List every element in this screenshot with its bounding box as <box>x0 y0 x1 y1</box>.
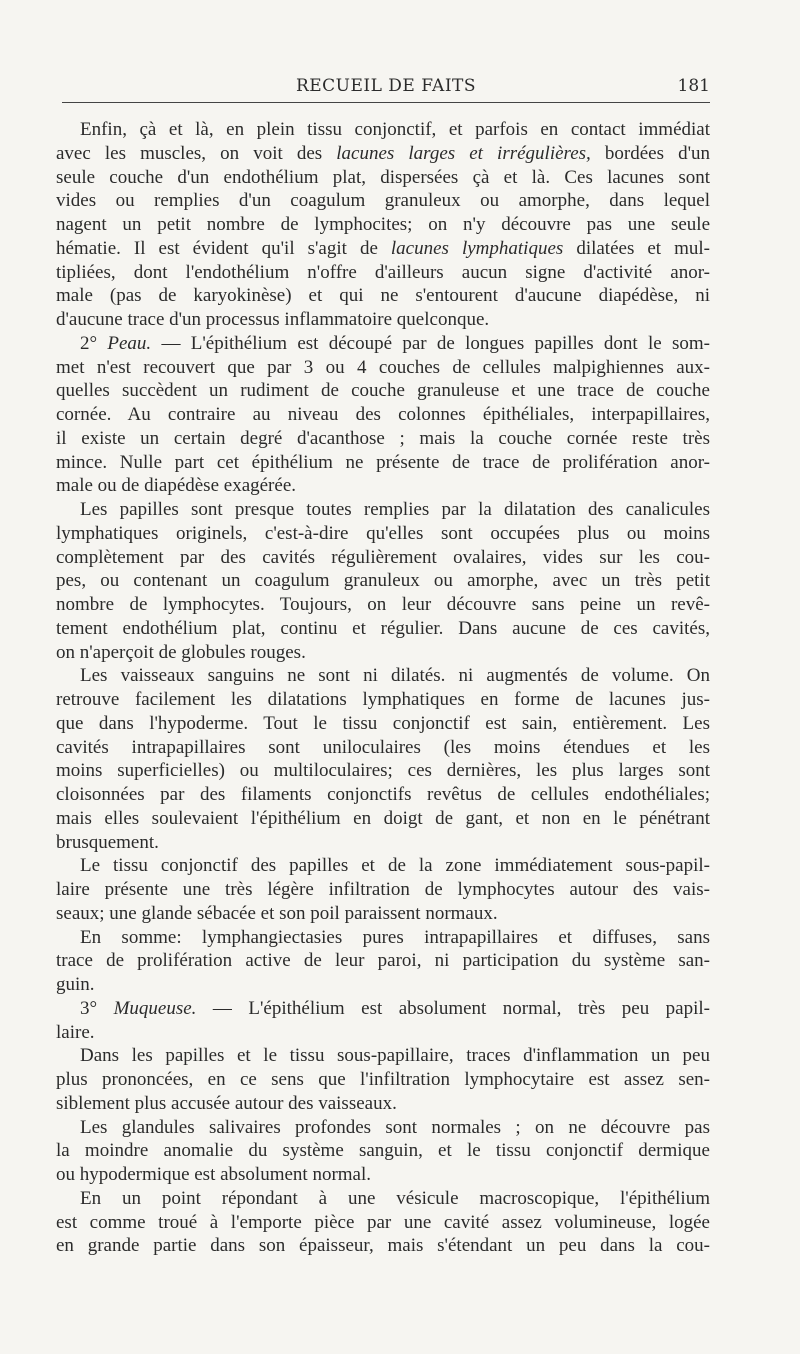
text-line: pes, ou contenant un coagulum granuleux ou amorphe, avec un très petit <box>56 570 710 592</box>
text-line: on n'aperçoit de globules rouges. <box>56 641 306 663</box>
body-text <box>56 118 710 1258</box>
text-line: En somme: lymphangiectasies pures intrapapillaires et diffuses, sans <box>80 926 710 948</box>
text-line: en grande partie dans son épaisseur, mais s'étendant un peu dans la cou- <box>56 1235 710 1257</box>
text-line: hématie. Il est évident qu'il s'agit de lacunes lymphatiques dilatées et mul- <box>56 237 710 259</box>
text-line: nombre de lymphocytes. Toujours, on leur découvre sans peine un revê- <box>56 594 710 615</box>
text-line: avec les muscles, on voit des lacunes larges et irrégulières, bordées d'un <box>56 142 710 164</box>
text-line: Dans les papilles et le tissu sous-papillaire, traces d'inflammation un peu <box>80 1045 710 1067</box>
text-line: mince. Nulle part cet épithélium ne présente de trace de prolifération anor- <box>56 451 710 473</box>
text-line: que dans l'hypoderme. Tout le tissu conjonctif est sain, entièrement. Les <box>56 712 710 734</box>
text-line: est comme troué à l'emporte pièce par une cavité assez volumineuse, logée <box>56 1211 710 1233</box>
text-line: tipliées, dont l'endothélium n'offre d'ailleurs aucun signe d'activité anor- <box>56 261 710 283</box>
text-line: Le tissu conjonctif des papilles et de la zone immédiatement sous-papil- <box>80 855 710 877</box>
text-line: retrouve facilement les dilatations lymphatiques en forme de lacunes jus- <box>56 689 710 710</box>
text-line: tement endothélium plat, continu et régulier. Dans aucune de ces cavités, <box>56 617 710 639</box>
text-line: male ou de diapédèse exagérée. <box>56 475 297 497</box>
header-rule <box>62 102 710 103</box>
text-line: la moindre anomalie du système sanguin, et le tissu conjonctif dermique <box>56 1140 710 1162</box>
text-line: lymphatiques originels, c'est-à-dire qu'elles sont occupées plus ou moins <box>56 522 710 544</box>
text-line: Les papilles sont presque toutes remplies par la dilatation des canalicules <box>80 499 710 520</box>
text-line: guin. <box>56 974 95 995</box>
text-line: cavités intrapapillaires sont uniloculaires (les moins étendues et les <box>56 736 710 758</box>
text-line: Les glandules salivaires profondes sont normales ; on ne découvre pas <box>80 1116 710 1138</box>
text-line: trace de prolifération active de leur paroi, ni participation du système san- <box>56 950 710 972</box>
text-line: vides ou remplies d'un coagulum granuleux ou amorphe, dans lequel <box>56 190 710 212</box>
text-line: d'aucune trace d'un processus inflammatoire quelconque. <box>56 309 490 330</box>
text-line: seule couche d'un endothélium plat, dispersées çà et là. Ces lacunes sont <box>56 166 710 188</box>
text-line: brusquement. <box>56 831 159 853</box>
text-line: moins superficielles) ou multiloculaires; ces dernières, les plus larges sont <box>56 760 710 782</box>
text-line: Enfin, çà et là, en plein tissu conjonctif, et parfois en contact immédiat <box>80 119 710 140</box>
text-line: plus prononcées, en ce sens que l'infiltration lymphocytaire est assez sen- <box>56 1069 710 1090</box>
text-line: cornée. Au contraire au niveau des colonnes épithéliales, interpapillaires, <box>56 404 710 425</box>
text-line: ou hypodermique est absolument normal. <box>56 1164 372 1185</box>
text-line: cloisonnées par des filaments conjonctifs revêtus de cellules endothéliales; <box>56 784 710 805</box>
text-line: mais elles soulevaient l'épithélium en doigt de gant, et non en le pénétrant <box>56 807 710 829</box>
text-line: nagent un petit nombre de lymphocites; on n'y découvre pas une seule <box>56 214 710 235</box>
text-line: 3° Muqueuse. — L'épithélium est absolument normal, très peu papil- <box>80 997 710 1019</box>
text-line: met n'est recouvert que par 3 ou 4 couches de cellules malpighiennes aux- <box>56 356 710 378</box>
text-line: siblement plus accusée autour des vaisseaux. <box>56 1092 397 1114</box>
page-number: 181 <box>677 76 710 96</box>
text-line: male (pas de karyokinèse) et qui ne s'entourent d'aucune diapédèse, ni <box>56 285 710 307</box>
text-line: il existe un certain degré d'acanthose ; mais la couche cornée reste très <box>56 427 710 449</box>
text-line: laire. <box>56 1021 95 1043</box>
text-line: complètement par des cavités régulièrement ovalaires, vides sur les cou- <box>56 546 710 568</box>
text-line: 2° Peau. — L'épithélium est découpé par de longues papilles dont le som- <box>80 332 710 354</box>
running-title: RECUEIL DE FAITS <box>295 76 477 96</box>
text-line: quelles succèdent un rudiment de couche granuleuse et une trace de couche <box>56 380 710 402</box>
text-line: En un point répondant à une vésicule macroscopique, l'épithélium <box>80 1187 710 1209</box>
text-line: Les vaisseaux sanguins ne sont ni dilatés. ni augmentés de volume. On <box>80 665 710 687</box>
page-header <box>62 76 710 104</box>
text-line: seaux; une glande sébacée et son poil paraissent normaux. <box>56 902 498 924</box>
text-line: laire présente une très légère infiltration de lymphocytes autour des vais- <box>56 879 710 900</box>
